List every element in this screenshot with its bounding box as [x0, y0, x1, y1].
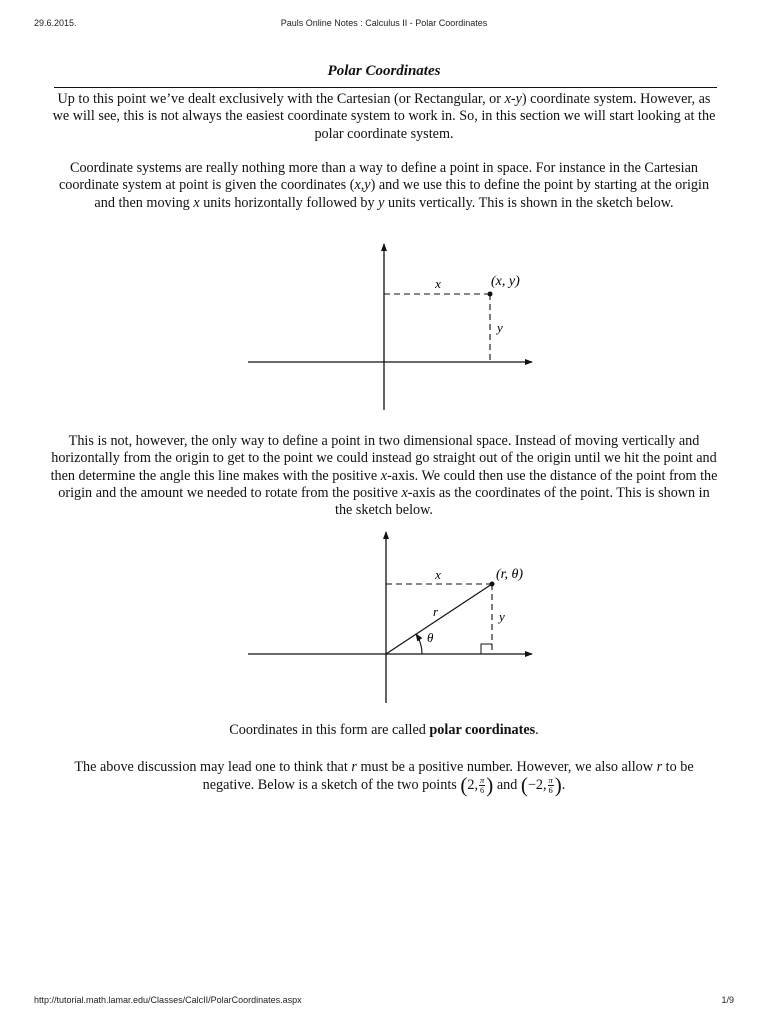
- y-label: y: [499, 609, 505, 624]
- point-r-theta: [490, 582, 495, 587]
- radius-line: [386, 584, 492, 654]
- point-r-theta-label: (r, θ): [496, 567, 524, 582]
- y-label: y: [497, 320, 503, 335]
- page-number: 1/9: [721, 995, 734, 1005]
- r-label: r: [433, 604, 439, 619]
- point-2-pi-over-6: (2, $\frac{\pi}{6}$ ): [460, 773, 494, 798]
- negative-r-paragraph: The above discussion may lead one to think that r must be a positive number. However, we also allow r to be negative. Below is a sketch of the two points (2, $\frac{\pi}{6}$ ) and (−2, $\frac{\pi}{6}$ ).: [74, 759, 694, 798]
- fraction-pi-over-6: $\frac{\pi}{6}$: [548, 775, 553, 796]
- x-label: x: [435, 567, 441, 582]
- title-rule: [54, 87, 717, 88]
- point-xy-label: (x, y): [491, 274, 520, 289]
- polar-definition-paragraph: Coordinates in this form are called polar coordinates.: [229, 722, 539, 738]
- print-page-title: Pauls Online Notes : Calculus II - Polar Coordinates: [280, 18, 488, 28]
- page-url: http://tutorial.math.lamar.edu/Classes/CalcII/PolarCoordinates.aspx: [34, 995, 302, 1005]
- right-angle-marker: [481, 644, 492, 654]
- cartesian-sketch: [240, 238, 540, 414]
- page-title: Polar Coordinates: [327, 63, 441, 79]
- polar-intro-paragraph: This is not, however, the only way to define a point in two dimensional space. Instead of moving vertically and horizontally from the origin to get to the point we could instead go straight out of the origin until we hit the point and then determine the angle this line makes with the positive x-axis. We could then use the distance of the point from the origin and the amount we needed to rotate from the positive x-axis as the coordinates of the point. This is shown in the sketch below.: [50, 433, 718, 519]
- point-neg2-pi-over-6: (−2, $\frac{\pi}{6}$ ): [520, 773, 562, 798]
- x-label: x: [435, 276, 441, 291]
- print-date: 29.6.2015.: [34, 18, 77, 28]
- point-xy: [488, 292, 493, 297]
- fraction-pi-over-6: $\frac{\pi}{6}$: [480, 775, 485, 796]
- theta-label: θ: [427, 630, 434, 645]
- intro-paragraph: Up to this point we’ve dealt exclusively with the Cartesian (or Rectangular, or x-y) coordinate system. However, as we will see, this is not always the easiest coordinate system to work in. So, in this section we will start looking at the polar coordinate system.: [52, 91, 716, 142]
- polar-sketch: [240, 528, 540, 708]
- cartesian-paragraph: Coordinate systems are really nothing more than a way to define a point in space. For instance in the Cartesian coordinate system at point is given the coordinates (x,y) and we use this to define the point by starting at the origin and then moving x units horizontally followed by y units vertically. This is shown in the sketch below.: [58, 160, 710, 211]
- angle-arc: [416, 634, 422, 654]
